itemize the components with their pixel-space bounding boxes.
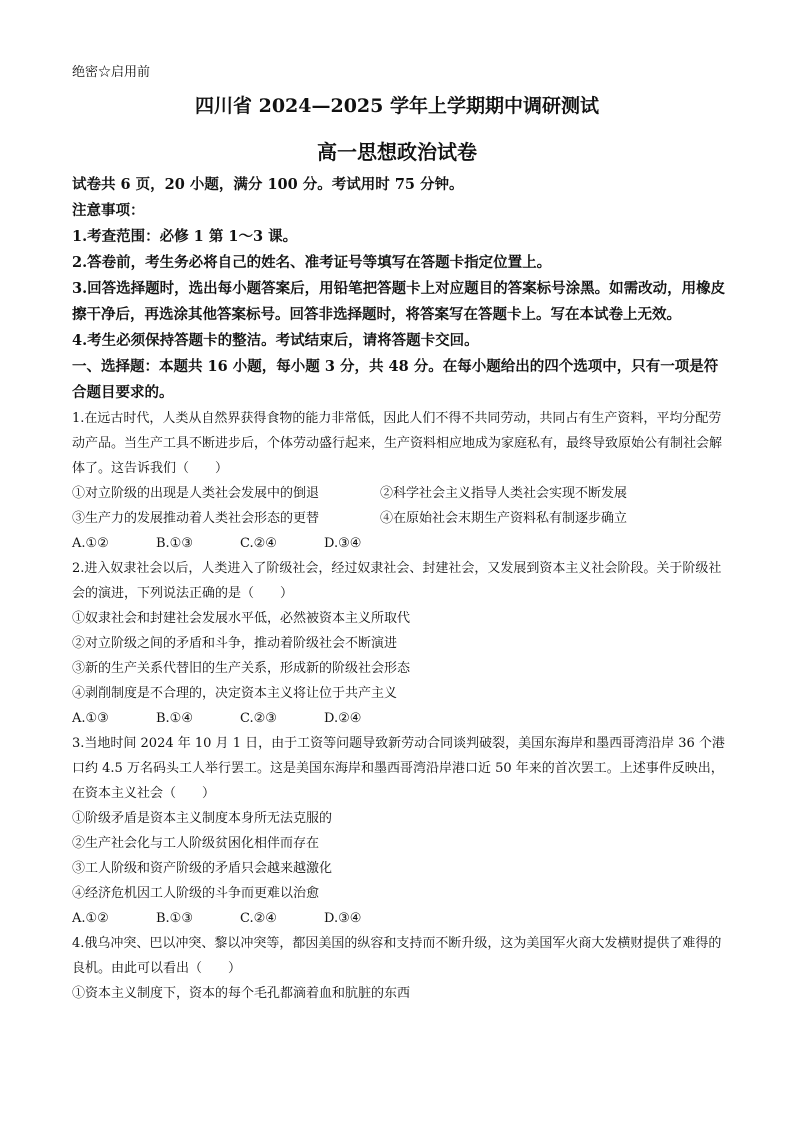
statement-option: ①阶级矛盾是资本主义制度本身所无法克服的 [72,811,333,826]
secret-mark: 绝密☆启用前 [72,65,151,80]
statement-option: ②科学社会主义指导人类社会实现不断发展 [380,486,628,501]
statement-option: ①奴隶社会和封建社会发展水平低，必然被资本主义所取代 [72,611,411,626]
question-stem: 2.进入奴隶社会以后，人类进入了阶级社会，经过奴隶社会、封建社会，又发展到资本主义社会阶段。关于阶级社会的演进，下列说法正确的是（ ） [72,561,722,601]
question-4 [72,931,728,1006]
answer-choice: D.②④ [324,711,362,726]
exam-title: 四川省 2024—2025 学年上学期期中调研测试 [195,95,599,117]
answer-choice: D.③④ [324,911,362,926]
statement-option: ③工人阶级和资产阶级的矛盾只会越来越激化 [72,861,333,876]
question-stem: 3.当地时间 2024 年 10 月 1 日，由于工资等问题导致新劳动合同谈判破裂，美国东海岸和墨西哥湾沿岸 36 个港口约 4.5 万名码头工人举行罢工。这是美国东海岸和墨西哥湾沿岸港口近 50 年来的首次罢工。上述事件反映出，在资本主义社会（ ） [72,736,725,801]
answer-choice: D.③④ [324,536,362,551]
answer-choice: A.①② [72,536,109,551]
question-3 [72,731,728,931]
answer-choice: C.②④ [240,911,277,926]
question-2 [72,556,728,731]
statement-option: ②对立阶级之间的矛盾和斗争，推动着阶级社会不断演进 [72,636,398,651]
statement-options [72,481,728,531]
exam-content [72,172,728,1006]
question-stem: 4.俄乌冲突、巴以冲突、黎以冲突等，都因美国的纵容和支持而不断升级，这为美国军火商大发横财提供了难得的良机。由此可以看出（ ） [72,936,722,976]
note-item: 3.回答选择题时，选出每小题答案后，用铅笔把答题卡上对应题目的答案标号涂黑。如需改动，用橡皮擦干净后，再选涂其他答案标号。回答非选择题时，将答案写在答题卡上。写在本试卷上无效。 [72,280,726,323]
note-item: 1.考查范围：必修 1 第 1～3 课。 [72,228,298,245]
statement-option: ①资本主义制度下，资本的每个毛孔都滴着血和肮脏的东西 [72,986,411,1001]
note-item: 4.考生必须保持答题卡的整洁。考试结束后，请将答题卡交回。 [72,332,479,349]
answer-choice: C.②④ [240,536,277,551]
answer-choice: A.①③ [72,711,109,726]
note-item: 2.答卷前，考生务必将自己的姓名、准考证号等填写在答题卡指定位置上。 [72,254,552,271]
answer-choices [72,906,728,931]
statement-option: ①对立阶级的出现是人类社会发展中的倒退 [72,486,320,501]
statement-option: ③生产力的发展推动着人类社会形态的更替 [72,511,320,526]
answer-choices [72,531,728,556]
answer-choice: A.①② [72,911,109,926]
answer-choice: C.②③ [240,711,277,726]
section-heading: 一、选择题：本题共 16 小题，每小题 3 分，共 48 分。在每小题给出的四个选项中，只有一项是符合题目要求的。 [72,358,719,401]
answer-choice: B.①③ [156,536,193,551]
exam-info: 试卷共 6 页，20 小题，满分 100 分。考试用时 75 分钟。 [72,176,464,193]
answer-choice: B.①③ [156,911,193,926]
answer-choices [72,706,728,731]
statement-option: ②生产社会化与工人阶级贫困化相伴而存在 [72,836,320,851]
question-stem: 1.在远古时代，人类从自然界获得食物的能力非常低，因此人们不得不共同劳动，共同占有生产资料，平均分配劳动产品。当生产工具不断进步后，个体劳动盛行起来，生产资料相应地成为家庭私有，最终导致原始公有制社会解体了。这告诉我们（ ） [72,411,723,476]
exam-subtitle: 高一思想政治试卷 [317,140,477,164]
statement-option: ④在原始社会末期生产资料私有制逐步确立 [380,511,628,526]
answer-choice: B.①④ [156,711,193,726]
instructions [72,172,728,406]
notes-title: 注意事项： [72,202,145,219]
statement-option: ③新的生产关系代替旧的生产关系，形成新的阶级社会形态 [72,661,411,676]
question-1 [72,406,728,556]
statement-option: ④经济危机因工人阶级的斗争而更难以治愈 [72,886,320,901]
statement-option: ④剥削制度是不合理的，决定资本主义将让位于共产主义 [72,686,398,701]
